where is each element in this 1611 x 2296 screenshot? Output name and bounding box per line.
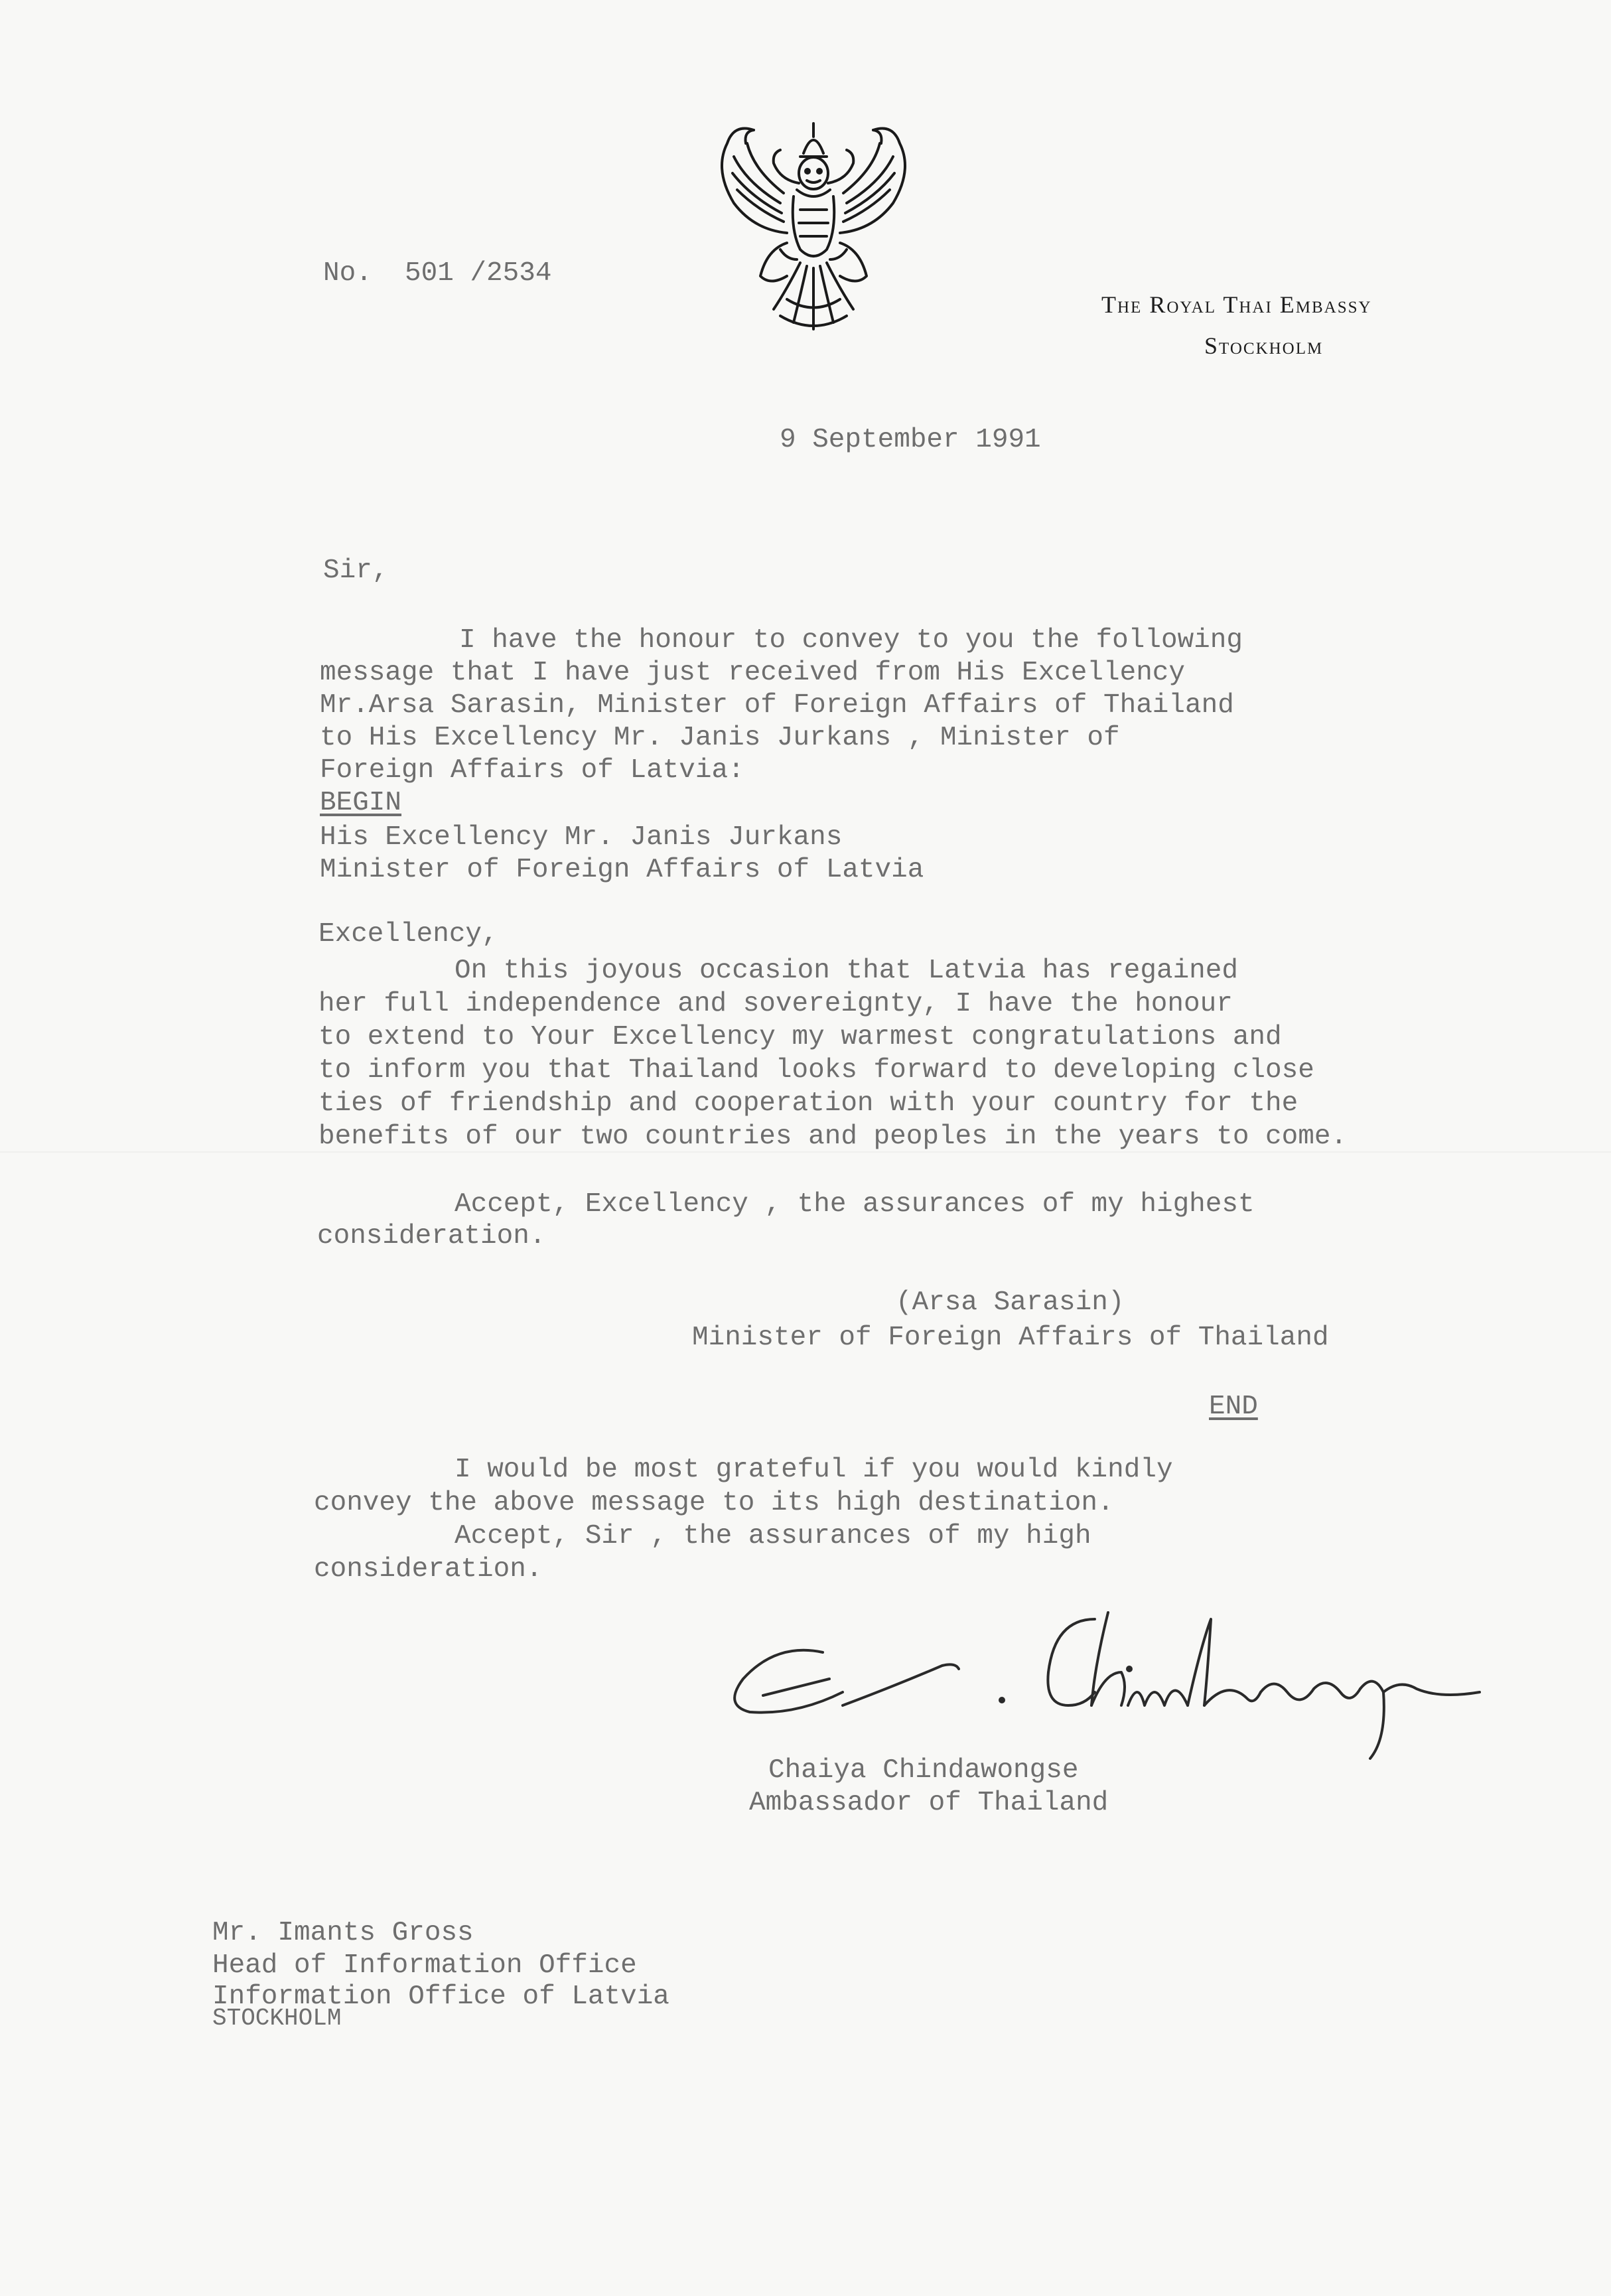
inner-closing-line: consideration. xyxy=(317,1221,546,1252)
addressee-name: Mr. Imants Gross xyxy=(212,1918,474,1948)
addressee-city: STOCKHOLM xyxy=(212,2005,342,2032)
closing-line: convey the above message to its high destination. xyxy=(314,1488,1114,1518)
inner-signatory-name: (Arsa Sarasin) xyxy=(896,1287,1125,1318)
signatory-title: Ambassador of Thailand xyxy=(749,1788,1109,1818)
garuda-emblem-icon xyxy=(707,117,920,342)
inner-closing-line: Accept, Excellency , the assurances of my highest xyxy=(455,1189,1255,1220)
begin-marker: BEGIN xyxy=(320,788,402,818)
signatory-name: Chaiya Chindawongse xyxy=(768,1755,1079,1786)
intro-line: Mr.Arsa Sarasin, Minister of Foreign Affairs of Thailand xyxy=(320,690,1234,721)
intro-line: Foreign Affairs of Latvia: xyxy=(320,755,744,786)
letter-date: 9 September 1991 xyxy=(780,425,1041,455)
letterhead-embassy-name: The Royal Thai Embassy xyxy=(1101,291,1372,318)
letterhead-city: Stockholm xyxy=(1204,332,1324,359)
addressee-position: Head of Information Office xyxy=(212,1950,637,1981)
addressee-office: Information Office of Latvia xyxy=(212,1981,669,2012)
message-line: to inform you that Thailand looks forward to developing close xyxy=(318,1055,1314,1086)
message-line: to extend to Your Excellency my warmest congratulations and xyxy=(318,1022,1282,1052)
message-line: her full independence and sovereignty, I have the honour xyxy=(318,989,1233,1019)
closing-line: I would be most grateful if you would kindly xyxy=(455,1455,1173,1485)
closing-line: consideration. xyxy=(314,1554,543,1585)
reference-number: No. 501 /2534 xyxy=(323,258,552,289)
inner-recipient-name: His Excellency Mr. Janis Jurkans xyxy=(320,822,843,853)
closing-line: Accept, Sir , the assurances of my high xyxy=(455,1521,1091,1551)
salutation: Sir, xyxy=(323,555,389,586)
intro-line: message that I have just received from His Excellency xyxy=(320,658,1186,688)
handwritten-signature xyxy=(723,1606,1506,1765)
inner-recipient-title: Minister of Foreign Affairs of Latvia xyxy=(320,855,924,885)
message-line: On this joyous occasion that Latvia has regained xyxy=(455,956,1238,986)
intro-line: I have the honour to convey to you the following xyxy=(459,625,1243,656)
inner-salutation: Excellency, xyxy=(318,919,498,950)
message-line: benefits of our two countries and peoples in the years to come. xyxy=(318,1121,1348,1152)
message-line: ties of friendship and cooperation with your country for the xyxy=(318,1088,1298,1119)
end-marker: END xyxy=(1209,1392,1258,1422)
intro-line: to His Excellency Mr. Janis Jurkans , Minister of xyxy=(320,723,1120,753)
inner-signatory-title: Minister of Foreign Affairs of Thailand xyxy=(692,1323,1329,1353)
